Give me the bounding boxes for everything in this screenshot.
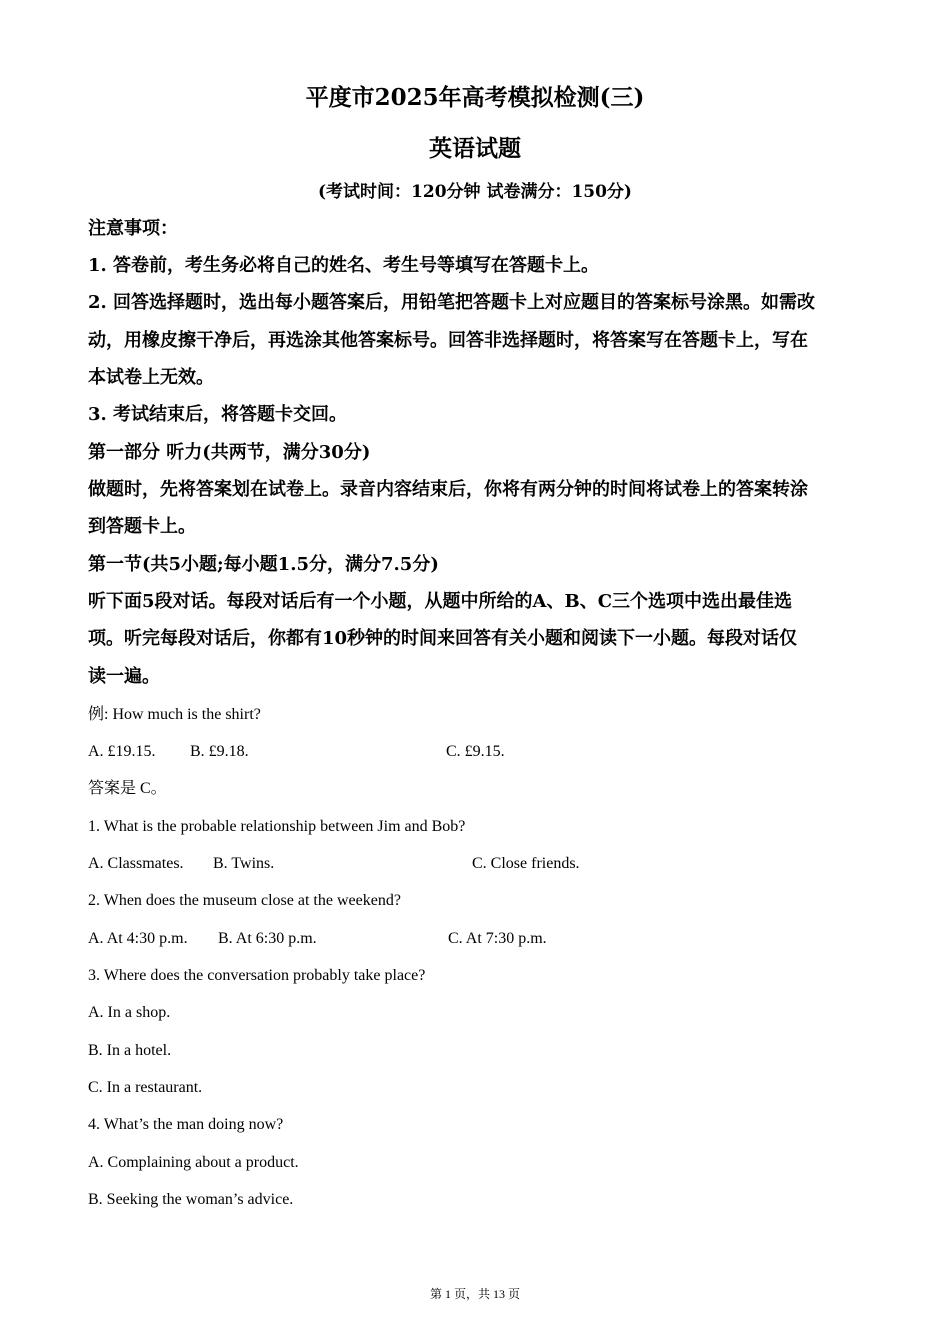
section1-instruction-line-2: 项。听完每段对话后，你都有10秒钟的时间来回答有关小题和阅读下一小题。每段对话仅	[88, 628, 798, 649]
question-4-option-b: B. Seeking the woman’s advice.	[88, 1191, 294, 1208]
question-2: 2. When does the museum close at the weekend?	[88, 892, 401, 909]
page-number: 第 1 页，共 13 页	[429, 1287, 520, 1301]
example-option-a: A. £19.15.	[88, 743, 156, 760]
example-question: 例: How much is the shirt?	[88, 706, 261, 723]
question-3-option-b: B. In a hotel.	[88, 1042, 172, 1059]
question-2-option-a: A. At 4:30 p.m.	[88, 930, 188, 947]
example-option-c: C. £9.15.	[446, 743, 505, 760]
question-2-option-b: B. At 6:30 p.m.	[218, 930, 317, 947]
part1-instruction-line-2: 到答题卡上。	[88, 516, 196, 537]
question-2-option-c: C. At 7:30 p.m.	[448, 930, 547, 947]
section1-instruction-line-3: 读一遍。	[88, 666, 160, 687]
question-1-option-c: C. Close friends.	[472, 855, 580, 872]
notice-heading: 注意事项：	[88, 218, 178, 239]
notice-item-2-line-2: 动，用橡皮擦干净后，再选涂其他答案标号。回答非选择题时，将答案写在答题卡上，写在	[88, 330, 808, 351]
question-3-option-a: A. In a shop.	[88, 1004, 171, 1021]
question-1: 1. What is the probable relationship between Jim and Bob?	[88, 818, 466, 835]
exam-time-info: (考试时间：120分钟 试卷满分：150分)	[318, 182, 632, 202]
example-option-b: B. £9.18.	[190, 743, 249, 760]
part1-instruction-line-1: 做题时，先将答案划在试卷上。录音内容结束后，你将有两分钟的时间将试卷上的答案转涂	[88, 479, 808, 500]
exam-title: 平度市2025年高考模拟检测(三)	[305, 84, 645, 111]
notice-item-3: 3. 考试结束后，将答题卡交回。	[88, 404, 348, 425]
question-1-option-b: B. Twins.	[213, 855, 275, 872]
exam-subject: 英语试题	[429, 135, 521, 162]
section1-heading: 第一节(共5小题;每小题1.5分，满分7.5分)	[88, 554, 439, 575]
question-3: 3. Where does the conversation probably take place?	[88, 967, 426, 984]
question-4: 4. What’s the man doing now?	[88, 1116, 284, 1133]
notice-item-2-line-3: 本试卷上无效。	[88, 367, 214, 388]
section1-instruction-line-1: 听下面5段对话。每段对话后有一个小题，从题中所给的A、B、C三个选项中选出最佳选	[88, 591, 793, 612]
part1-heading: 第一部分 听力(共两节，满分30分)	[88, 442, 371, 463]
notice-item-1: 1. 答卷前，考生务必将自己的姓名、考生号等填写在答题卡上。	[88, 255, 600, 276]
question-4-option-a: A. Complaining about a product.	[88, 1154, 299, 1171]
notice-item-2-line-1: 2. 回答选择题时，选出每小题答案后，用铅笔把答题卡上对应题目的答案标号涂黑。如需改	[88, 292, 816, 313]
question-1-option-a: A. Classmates.	[88, 855, 184, 872]
example-answer: 答案是 C。	[88, 780, 167, 797]
question-3-option-c: C. In a restaurant.	[88, 1079, 203, 1096]
